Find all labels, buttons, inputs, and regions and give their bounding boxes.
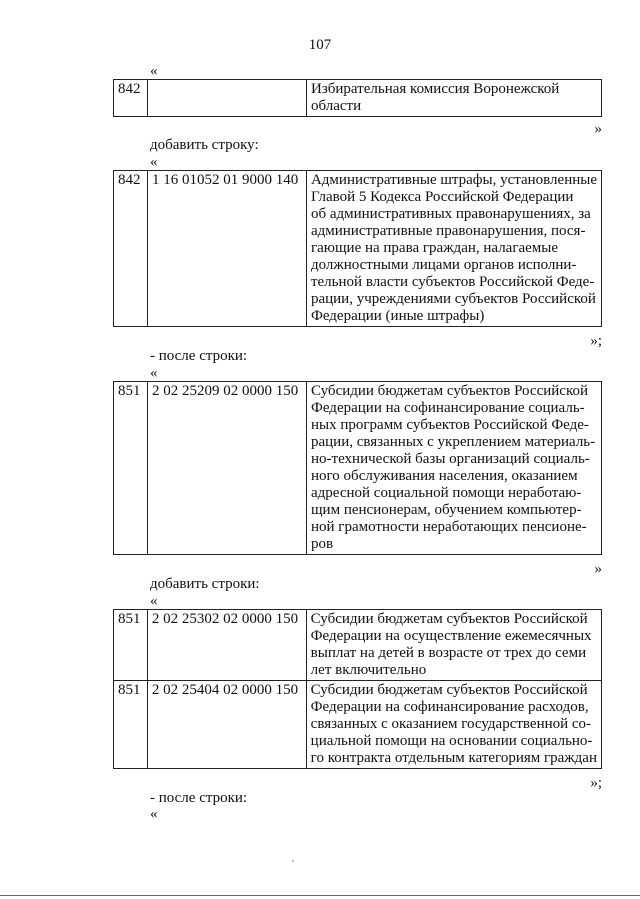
- name-line: рации, учреждениями субъектов Российской: [310, 291, 596, 307]
- name-line: административные правонарушения, пося-: [310, 223, 586, 239]
- name-line: Федерации на софинансирование расходов,: [310, 699, 589, 715]
- name-line: Субсидии бюджетам субъектов Российской: [310, 611, 588, 627]
- instruction-after-row: - после строки:: [150, 348, 248, 364]
- table-2: [113, 170, 602, 327]
- instruction-add-row: добавить строку:: [150, 137, 259, 153]
- name-line: Субсидии бюджетам субъектов Российской: [310, 682, 588, 698]
- quote-open: «: [150, 593, 158, 609]
- table-3: [113, 381, 602, 555]
- kbk-cell: 1 16 01052 01 9000 140: [147, 171, 306, 327]
- name-line: го контракта отдельным категориям граждан: [310, 750, 597, 766]
- name-line: Избирательная комиссия Воронежской: [311, 81, 560, 97]
- table-row: [114, 171, 602, 327]
- name-line: связанных с оказанием государственной со-: [310, 716, 592, 732]
- page-number: 107: [308, 37, 332, 53]
- name-line: Федерации на софинансирование социаль-: [311, 400, 585, 416]
- quote-close: »;: [590, 775, 602, 791]
- quote-open: «: [150, 365, 158, 381]
- table-row: [114, 681, 602, 769]
- name-line: должностными лицами органов исполни-: [310, 257, 577, 273]
- name-cell: [306, 171, 601, 327]
- table-4: [113, 609, 602, 769]
- quote-open: «: [150, 154, 158, 170]
- name-cell: [306, 610, 601, 681]
- name-line: области: [311, 98, 362, 114]
- admin-code-cell: 851: [114, 382, 148, 555]
- name-line: рации, связанных с укреплением материаль-: [311, 434, 596, 450]
- scan-speck: [292, 860, 294, 862]
- kbk-cell: 2 02 25404 02 0000 150: [147, 681, 306, 769]
- name-line: ного обслуживания населения, оказанием: [311, 468, 578, 484]
- name-line: лет включительно: [310, 662, 427, 678]
- quote-open: «: [150, 63, 158, 79]
- name-line: Субсидии бюджетам субъектов Российской: [311, 383, 588, 399]
- quote-open: «: [150, 806, 158, 822]
- name-line: Федерации (иные штрафы): [310, 308, 485, 324]
- table-row: [114, 610, 602, 681]
- kbk-cell: 2 02 25209 02 0000 150: [148, 382, 307, 555]
- admin-code-cell: 842: [114, 171, 148, 327]
- name-line: Главой 5 Кодекса Российской Федерации: [310, 189, 574, 205]
- table-1: [113, 79, 602, 117]
- name-line: тельной власти субъектов Российской Феде-: [310, 274, 595, 290]
- name-cell: [307, 80, 602, 117]
- name-line: но-технической базы организаций социаль-: [311, 451, 590, 467]
- name-line: об административных правонарушениях, за: [310, 206, 591, 222]
- name-line: гающие на права граждан, налагаемые: [310, 240, 559, 256]
- name-line: Административные штрафы, установленные: [310, 172, 597, 188]
- table-row: [114, 382, 602, 555]
- admin-code-cell: 851: [114, 681, 148, 769]
- name-cell: [307, 382, 602, 555]
- kbk-cell: [148, 80, 307, 117]
- quote-close: »: [594, 561, 602, 577]
- name-line: циальной помощи на основании социально-: [310, 733, 593, 749]
- quote-close: »;: [590, 333, 602, 349]
- instruction-after-row: - после строки:: [150, 790, 248, 806]
- name-line: ных программ субъектов Российской Феде-: [311, 417, 589, 433]
- name-cell: [306, 681, 601, 769]
- name-line: адресной социальной помощи неработаю-: [311, 485, 582, 501]
- admin-code-cell: 842: [114, 80, 148, 117]
- name-line: выплат на детей в возрасте от трех до семи: [310, 645, 587, 661]
- name-line: ной грамотности неработающих пенсионе-: [311, 519, 587, 535]
- name-line: щим пенсионерам, обучением компьютер-: [311, 502, 582, 518]
- quote-close: »: [594, 121, 602, 137]
- name-line: Федерации на осуществление ежемесячных: [310, 628, 592, 644]
- kbk-cell: 2 02 25302 02 0000 150: [147, 610, 306, 681]
- table-row: [114, 80, 602, 117]
- bottom-edge-line: [0, 895, 640, 896]
- instruction-add-rows: добавить строки:: [150, 576, 260, 592]
- name-line: ров: [311, 536, 334, 552]
- admin-code-cell: 851: [114, 610, 148, 681]
